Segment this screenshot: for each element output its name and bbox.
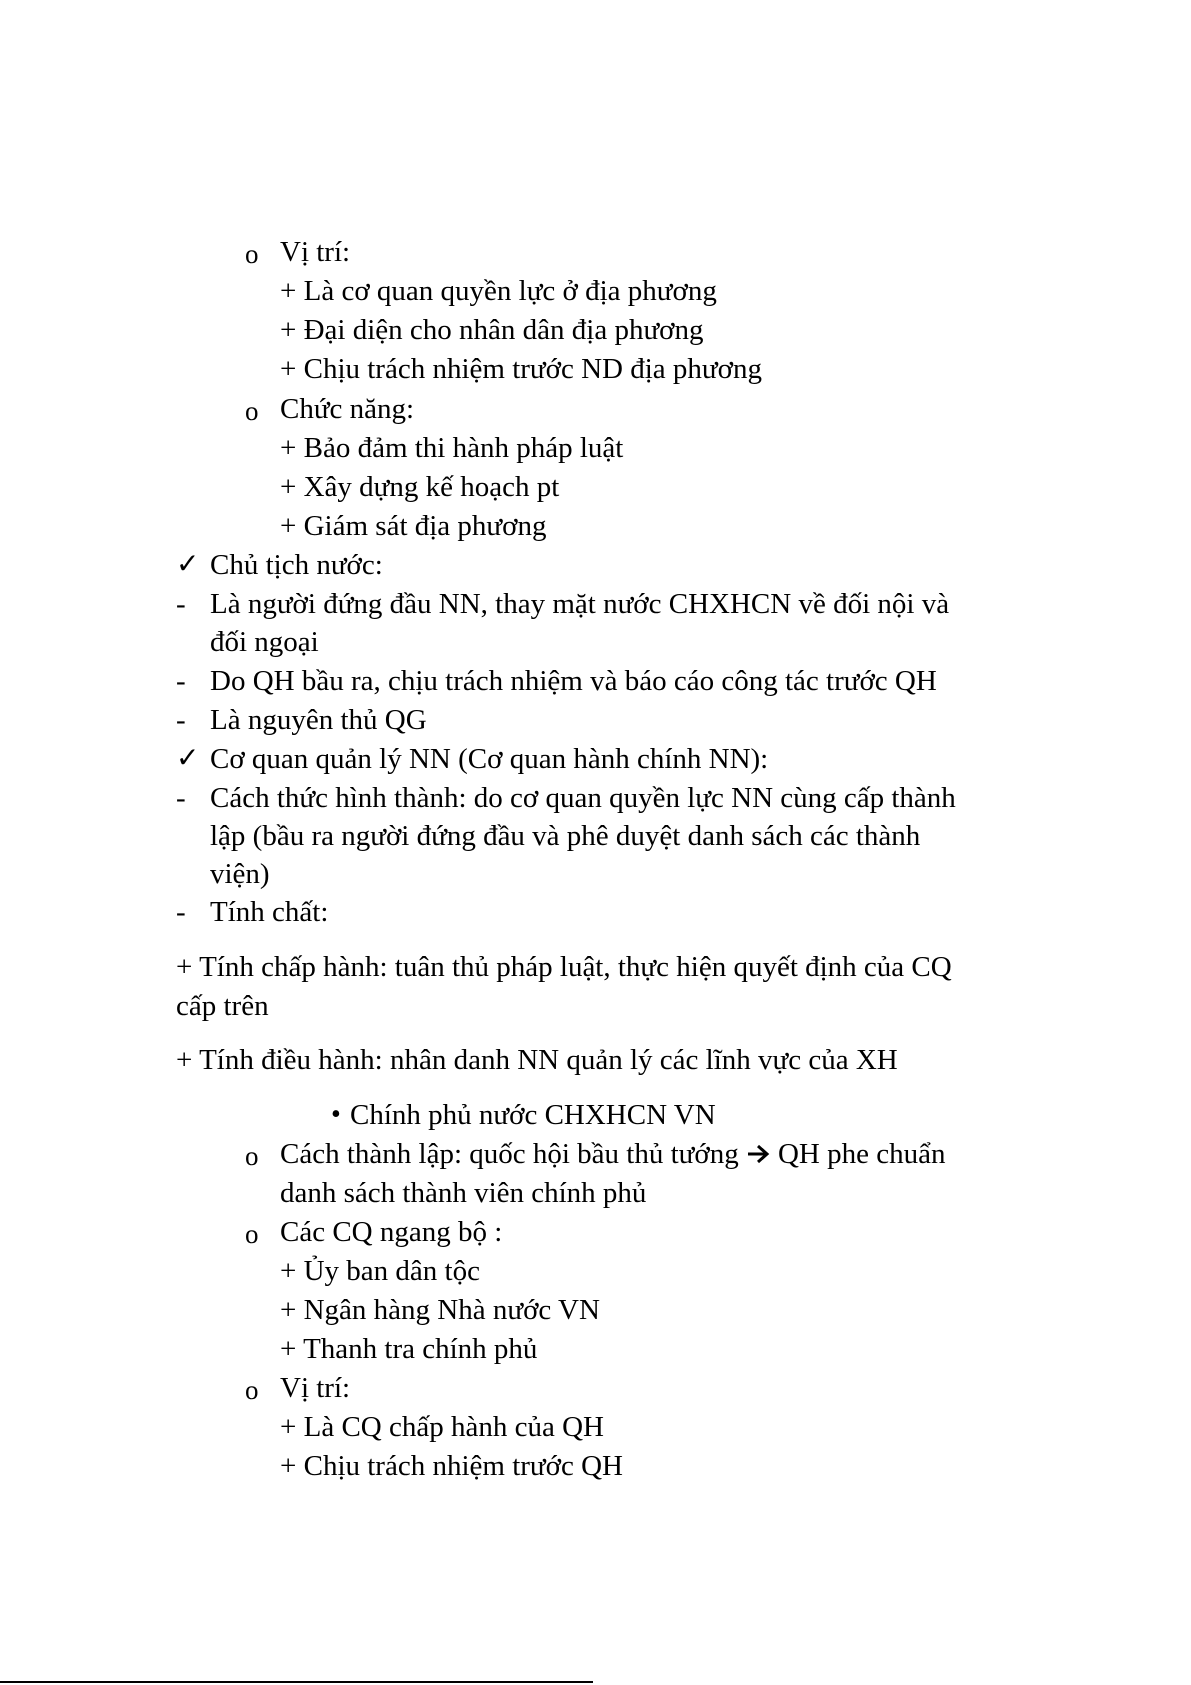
ministry-level-item: + Thanh tra chính phủ (280, 1333, 538, 1365)
government-position-item: + Là CQ chấp hành của QH (280, 1411, 604, 1443)
nature-heading: Tính chất: (210, 896, 329, 928)
president-item: Là nguyên thủ QG (210, 704, 427, 736)
ministry-level-heading: Các CQ ngang bộ : (280, 1216, 503, 1248)
admin-agency-heading: Cơ quan quản lý NN (Cơ quan hành chính NN): (210, 743, 769, 775)
page-bottom-rule (0, 1681, 593, 1683)
checkmark-icon: ✓ (176, 549, 200, 580)
nature-item: + Tính chấp hành: tuân thủ pháp luật, thực hiện quyết định của CQ (176, 951, 952, 983)
dot-bullet-icon: • (331, 1099, 341, 1130)
circle-bullet-icon: o (245, 396, 259, 426)
formation-line: Cách thức hình thành: do cơ quan quyền lực NN cùng cấp thành (210, 782, 956, 814)
ministry-level-item: + Ủy ban dân tộc (280, 1255, 480, 1287)
establishment-line (280, 1137, 945, 1171)
circle-bullet-icon: o (245, 1375, 259, 1405)
function-heading: Chức năng: (280, 393, 415, 425)
government-position-heading: Vị trí: (280, 1372, 351, 1404)
government-heading: Chính phủ nước CHXHCN VN (350, 1099, 716, 1131)
dash-bullet: - (176, 782, 186, 814)
dash-bullet: - (176, 896, 186, 928)
position-heading: Vị trí: (280, 236, 351, 268)
president-item: Là người đứng đầu NN, thay mặt nước CHXHCN về đối nội và (210, 588, 950, 620)
government-position-item: + Chịu trách nhiệm trước QH (280, 1450, 623, 1482)
president-item-continued: đối ngoại (210, 626, 319, 658)
dash-bullet: - (176, 704, 186, 736)
position-item: + Chịu trách nhiệm trước ND địa phương (280, 353, 762, 385)
president-item: Do QH bầu ra, chịu trách nhiệm và báo cáo công tác trước QH (210, 665, 937, 697)
function-item: + Bảo đảm thi hành pháp luật (280, 432, 624, 464)
president-heading: Chủ tịch nước: (210, 549, 383, 581)
position-item: + Đại diện cho nhân dân địa phương (280, 314, 704, 346)
position-item: + Là cơ quan quyền lực ở địa phương (280, 275, 717, 307)
circle-bullet-icon: o (245, 239, 259, 269)
checkmark-icon: ✓ (176, 743, 200, 774)
circle-bullet-icon: o (245, 1219, 259, 1249)
establishment-line-continued: danh sách thành viên chính phủ (280, 1177, 647, 1209)
formation-line: lập (bầu ra người đứng đầu và phê duyệt danh sách các thành (210, 820, 921, 852)
establishment-result: QH phe chuẩn (777, 1138, 946, 1170)
dash-bullet: - (176, 665, 186, 697)
function-item: + Giám sát địa phương (280, 510, 547, 542)
arrow-right-icon (746, 1143, 772, 1165)
nature-item-continued: cấp trên (176, 990, 269, 1022)
formation-line: viện) (210, 858, 270, 890)
establishment-text: Cách thành lập: quốc hội bầu thủ tướng (280, 1138, 746, 1170)
dash-bullet: - (176, 588, 186, 620)
circle-bullet-icon: o (245, 1141, 259, 1171)
function-item: + Xây dựng kế hoạch pt (280, 471, 560, 503)
nature-item: + Tính điều hành: nhân danh NN quản lý các lĩnh vực của XH (176, 1044, 898, 1076)
ministry-level-item: + Ngân hàng Nhà nước VN (280, 1294, 600, 1326)
